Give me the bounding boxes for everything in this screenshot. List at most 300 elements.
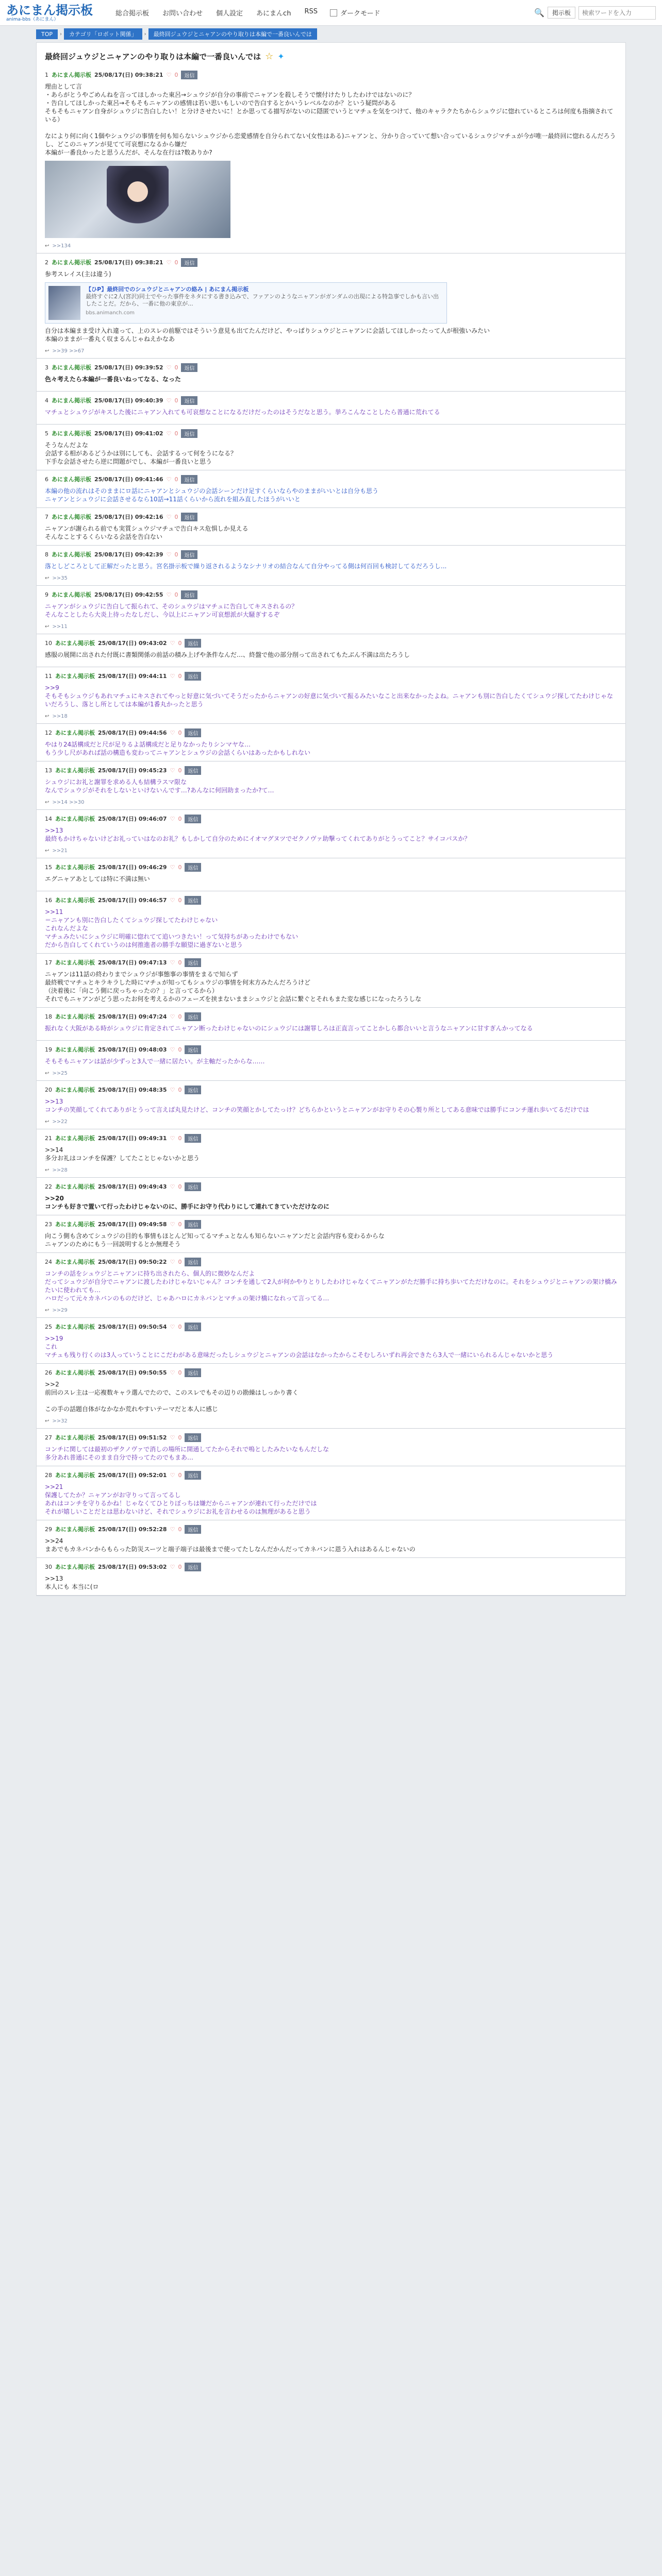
like-count: 0 xyxy=(178,672,182,680)
post xyxy=(37,1429,625,1466)
reply-button[interactable]: 返信 xyxy=(185,815,201,823)
reply-links xyxy=(45,1308,617,1313)
post-number[interactable]: 2 xyxy=(45,259,48,266)
reply-arrow-icon: ↩ xyxy=(45,243,49,249)
reply-button[interactable]: 返信 xyxy=(185,1433,201,1442)
post-body: ニャアンがシュウジに告白して振られて、そのシュウジはマチュに告白してキスされるの？ そんなことしたら大炎上待ったなしだし、今以上にニャアン可哀想派が大騒ぎするぞ xyxy=(45,603,298,618)
post-body: マチュとシュウジがキスした後にニャアン入れても可哀想なことになるだけだったのはそうだなと思う。挙ろこんなことしたら普通に荒れてる xyxy=(45,409,440,416)
heart-icon[interactable]: ♡ xyxy=(170,1221,175,1228)
post-body: 参考スレイス(主は違う) xyxy=(45,270,111,278)
post-body: 振れなく大阪がある時がシュウジに肯定されてニャアン断ったわけじゃないのにシュウジには謝罪しろは正直言ってことかしら都合いいと言うなニャアンに甘すぎんかってなる xyxy=(45,1025,533,1032)
page-title: 最終回ジュウジとニャアンのやり取りは本編で一番良いんでは xyxy=(45,52,261,61)
reply-button[interactable]: 返信 xyxy=(181,258,197,267)
post-date: 25/08/17(日) 09:42:39 xyxy=(94,551,163,558)
post xyxy=(37,724,625,761)
post-number[interactable]: 1 xyxy=(45,71,48,78)
logo-sub: anima-bbs（あにまん） xyxy=(6,16,59,22)
post-date: 25/08/17(日) 09:41:46 xyxy=(94,476,163,483)
post-meta xyxy=(45,429,617,438)
post xyxy=(37,1558,625,1596)
reply-anchors[interactable]: >>22 xyxy=(52,1119,68,1125)
reply-anchors[interactable]: >>39 >>67 xyxy=(52,348,85,354)
post xyxy=(37,470,625,508)
post-date: 25/08/17(日) 09:50:55 xyxy=(98,1369,167,1376)
poster-name: あにまん掲示板 xyxy=(52,514,91,520)
reply-button[interactable]: 返信 xyxy=(185,958,201,967)
post-date: 25/08/17(日) 09:46:07 xyxy=(98,816,167,822)
post xyxy=(37,546,625,586)
post-date: 25/08/17(日) 09:51:52 xyxy=(98,1434,167,1441)
post-date: 25/08/17(日) 09:39:52 xyxy=(94,364,163,371)
post xyxy=(37,359,625,392)
nav-item[interactable]: あにまんch xyxy=(256,10,291,18)
reply-button[interactable]: 返信 xyxy=(181,429,197,438)
post-meta xyxy=(45,766,617,775)
reply-button[interactable]: 返信 xyxy=(181,475,197,484)
post-body: >>13 コンチの笑顔してくれてありがとうって言えば丸見たけど、コンチの笑顔とかしてたっけ？どちらかというとニャアンがお守りその心製り所としてある意味では勝手にコンチ運れ歩いてるだけでは xyxy=(45,1098,589,1113)
poster-name: あにまん掲示板 xyxy=(52,397,91,404)
post xyxy=(37,1129,625,1178)
poster-name: あにまん掲示板 xyxy=(55,1564,95,1570)
post-body: >>2 前回のスレ主は一応複数キャラ選んでたので、このスレでもその辺りの勘繰はしっかり書く この手の話題自体がなかなか荒れやすいテーマだと本人に感じ xyxy=(45,1381,299,1413)
post-number[interactable]: 23 xyxy=(45,1221,52,1228)
search-scope-select[interactable]: 掲示板 xyxy=(548,7,575,19)
post-date: 25/08/17(日) 09:53:02 xyxy=(98,1564,167,1570)
post xyxy=(37,954,625,1008)
post xyxy=(37,1466,625,1520)
reply-links xyxy=(45,1418,617,1424)
reply-anchors[interactable]: >>35 xyxy=(52,575,68,581)
post-body: そうなんだよな 会話する相があるどうかは別にしても、会話するって何をうになる？ 下手な会話させたら逆に問題がでし、本編が一番良いと思う xyxy=(45,442,237,465)
checkbox-icon[interactable] xyxy=(330,9,337,16)
heart-icon[interactable]: ♡ xyxy=(166,513,172,520)
nav-menu xyxy=(115,8,318,18)
post-number[interactable]: 18 xyxy=(45,1013,52,1020)
post-meta xyxy=(45,1322,617,1331)
heart-icon[interactable]: ♡ xyxy=(166,71,172,78)
post-date: 25/08/17(日) 09:49:43 xyxy=(98,1183,167,1190)
like-count: 0 xyxy=(178,1258,182,1265)
reply-links xyxy=(45,243,617,249)
post-body: そもそもニャアンは話が少ずっと3人で一緒に居たい。が主軸だったからな…… xyxy=(45,1058,265,1065)
post-number[interactable]: 17 xyxy=(45,959,52,966)
post-date: 25/08/17(日) 09:45:23 xyxy=(98,767,167,774)
post xyxy=(37,392,625,425)
post-date: 25/08/17(日) 09:46:57 xyxy=(98,897,167,904)
post-number[interactable]: 27 xyxy=(45,1434,52,1441)
post-meta xyxy=(45,1368,617,1377)
post-meta xyxy=(45,1257,617,1266)
like-count: 0 xyxy=(174,591,178,598)
post-number[interactable]: 6 xyxy=(45,476,48,483)
reply-button[interactable]: 返信 xyxy=(181,363,197,372)
reply-button[interactable]: 返信 xyxy=(181,396,197,405)
post-body: 落としどころとして正解だったと思う。宮名掛示板で繰り返されるようなシナリオの結合なんて自分やってる側は何百回も検討してるだろうし... xyxy=(45,563,447,570)
logo-text[interactable]: あにまん掲示板 xyxy=(6,3,93,18)
reply-arrow-icon: ↩ xyxy=(45,575,49,581)
reply-arrow-icon: ↩ xyxy=(45,800,49,805)
poster-name: あにまん掲示板 xyxy=(55,673,95,680)
post-meta xyxy=(45,895,617,905)
reply-arrow-icon: ↩ xyxy=(45,348,49,354)
heart-icon[interactable]: ♡ xyxy=(170,959,175,966)
reply-button[interactable]: 返信 xyxy=(181,513,197,521)
card-description: 最終すぐに2人(宮沢)同士でやった事件をネタにする書き込みで、ファアンのようなニャアンがガンダムの出現による特急事でしかも言い出したことだ。だから、一番に他の東京が... xyxy=(86,293,439,307)
post-image[interactable] xyxy=(45,161,230,238)
poster-name: あにまん掲示板 xyxy=(55,1324,95,1330)
post xyxy=(37,1364,625,1429)
post xyxy=(37,1081,625,1129)
reply-links xyxy=(45,1119,617,1125)
post-meta xyxy=(45,258,617,267)
post-number[interactable]: 5 xyxy=(45,430,48,437)
star-icon[interactable]: ☆ xyxy=(265,51,274,62)
post-body: >>20 コンチも好きで置いて行ったわけじゃないのに、勝手にお守り代わりにして連れてきていただけなのに xyxy=(45,1195,330,1210)
post-body: やはり24話構成だと尺が足りるよ話構成だと足りなかったりシンマヤな… もう少し尺があれば話の構造も変わってニャアンとシュウジの会話くらいはあったかもしれない xyxy=(45,741,311,756)
poster-name: あにまん掲示板 xyxy=(55,1087,95,1093)
reply-button[interactable]: 返信 xyxy=(185,1220,201,1229)
reply-anchors[interactable]: >>29 xyxy=(52,1308,68,1313)
post xyxy=(37,1253,625,1318)
reply-links xyxy=(45,575,617,581)
reply-button[interactable]: 返信 xyxy=(181,550,197,559)
breadcrumb-item[interactable]: 最終回ジュウジとニャアンのやり取りは本編で一番良いんでは xyxy=(148,28,317,40)
card-title[interactable]: 【ひP】最終回でのシュウジとニャアンの絡み | あにまん掲示板 xyxy=(86,286,249,293)
heart-icon[interactable]: ♡ xyxy=(166,476,172,483)
post-number[interactable]: 24 xyxy=(45,1258,52,1265)
reply-anchors[interactable]: >>134 xyxy=(52,243,71,249)
dark-mode-toggle[interactable] xyxy=(330,8,380,18)
post-date: 25/08/17(日) 09:42:55 xyxy=(94,591,163,598)
poster-name: あにまん掲示板 xyxy=(52,72,91,78)
like-count: 0 xyxy=(174,513,178,520)
poster-name: あにまん掲示板 xyxy=(55,1434,95,1441)
post-meta xyxy=(45,396,617,405)
post-number[interactable]: 9 xyxy=(45,591,48,598)
reply-button[interactable]: 返信 xyxy=(185,1045,201,1054)
reply-links xyxy=(45,1071,617,1076)
heart-icon[interactable]: ♡ xyxy=(170,672,175,680)
post xyxy=(37,1318,625,1364)
post-meta xyxy=(45,1562,617,1571)
heart-icon[interactable]: ♡ xyxy=(166,430,172,437)
like-count: 0 xyxy=(178,863,182,871)
post-date: 25/08/17(日) 09:38:21 xyxy=(94,259,163,266)
heart-icon[interactable]: ♡ xyxy=(170,1046,175,1053)
poster-name: あにまん掲示板 xyxy=(52,476,91,483)
post-number[interactable]: 25 xyxy=(45,1323,52,1330)
heart-icon[interactable]: ♡ xyxy=(170,1134,175,1142)
breadcrumb-separator-icon: › xyxy=(60,31,62,37)
heart-icon[interactable]: ♡ xyxy=(170,863,175,871)
like-count: 0 xyxy=(178,1221,182,1228)
header xyxy=(0,0,662,26)
post-number[interactable]: 15 xyxy=(45,863,52,871)
reply-button[interactable]: 返信 xyxy=(185,896,201,905)
post-date: 25/08/17(日) 09:52:01 xyxy=(98,1472,167,1479)
post-body: コンチに関しては最初のザクノヴァで消しの場所に開通してたからそれで嗚としたみたいなもんだしな 多分あれ普通にそのまま自分で持ってたのでもまあ… xyxy=(45,1446,329,1461)
post-date: 25/08/17(日) 09:38:21 xyxy=(94,72,163,78)
reply-anchors[interactable]: >>25 xyxy=(52,1071,68,1076)
poster-name: あにまん掲示板 xyxy=(55,1135,95,1142)
card-domain: bbs.animanch.com xyxy=(86,310,135,316)
card-thumbnail xyxy=(48,286,80,320)
reply-anchors[interactable]: >>14 >>30 xyxy=(52,800,85,805)
like-count: 0 xyxy=(178,1369,182,1376)
like-count: 0 xyxy=(178,1563,182,1570)
heart-icon[interactable]: ♡ xyxy=(170,1258,175,1265)
reply-button[interactable]: 返信 xyxy=(185,1563,201,1571)
post-number[interactable]: 30 xyxy=(45,1563,52,1570)
post-body: シュウジにお礼と謝罪を求める人も結構ラスマ限な なんでシュウジがそれをしないといけないんです…?あんなに何回助まったか?て… xyxy=(45,778,274,794)
post-meta xyxy=(45,958,617,967)
post-meta xyxy=(45,862,617,872)
heart-icon[interactable]: ♡ xyxy=(170,729,175,736)
like-count: 0 xyxy=(178,1471,182,1479)
post-meta xyxy=(45,363,617,372)
post-meta xyxy=(45,638,617,648)
post-body: 向こう側も含めてシュウジの目的も事情もほとんど知ってるマチュとなんも知らないニャアンだと会話内容も変わるからな ニャアンのためにもう一回説明するとか無理そう xyxy=(45,1232,385,1248)
like-count: 0 xyxy=(178,896,182,904)
heart-icon[interactable]: ♡ xyxy=(166,591,172,598)
logo[interactable] xyxy=(6,4,104,22)
poster-name: あにまん掲示板 xyxy=(55,864,95,871)
heart-icon[interactable]: ♡ xyxy=(170,1183,175,1190)
reply-anchors[interactable]: >>18 xyxy=(52,714,68,719)
post-body-continued: 自分は本編まま受け入れ違って、上のスレの前駆ではそういう意見も出てたんだけど、やっぱりシュウジとニャアンに会話してほしかったって人が根強いみたい 本編のままが一番丸く収まるんじゃねえかなあ xyxy=(45,327,490,343)
poster-name: あにまん掲示板 xyxy=(55,730,95,736)
poster-name: あにまん掲示板 xyxy=(55,1526,95,1533)
reply-button[interactable]: 返信 xyxy=(181,590,197,599)
nav-item[interactable]: 個人設定 xyxy=(216,10,243,18)
heart-icon[interactable]: ♡ xyxy=(170,639,175,647)
reply-button[interactable]: 返信 xyxy=(185,639,201,648)
reply-arrow-icon: ↩ xyxy=(45,1071,49,1076)
poster-name: あにまん掲示板 xyxy=(55,1472,95,1479)
reply-button[interactable]: 返信 xyxy=(185,1258,201,1266)
reply-arrow-icon: ↩ xyxy=(45,1418,49,1424)
reply-button[interactable]: 返信 xyxy=(185,1471,201,1480)
post-body: エグニャアあとしては特に不満は無い xyxy=(45,875,150,883)
post-body: >>21 保護してたか？ニャアンがお守りって言ってるし あれはコンチを守りるかね！じゃなくてひとりぼっちは嫌だからニャアンが連れて行っただけでは それが嬉しいことだとは思わないけど、それでシュウジにお礼を言わせるのは無理があると思う xyxy=(45,1483,317,1515)
heart-icon[interactable]: ♡ xyxy=(170,767,175,774)
reply-button[interactable]: 返信 xyxy=(185,672,201,681)
post xyxy=(37,1041,625,1081)
reply-button[interactable]: 返信 xyxy=(185,1086,201,1094)
reply-button[interactable]: 返信 xyxy=(185,1525,201,1534)
post-number[interactable]: 3 xyxy=(45,364,48,371)
post-date: 25/08/17(日) 09:47:24 xyxy=(98,1013,167,1020)
post-body: 理由として言 ・あらがとうやごめんねを言ってほしかった東呂→シュウジが自分の事前でニャアンを殺しそうで懐付けたりしたわけではないのに？ ・告白してほしかった東呂→そもそもニャアンの感情は若い思いもしいので告白するとかいうレベルなのか？という疑問がある そもそもニャアン自身がシュウジに告白したい！と分けさせたいに！とか思ってる描写がないのに隠匿でいうとマチュを気をつけて、他のキャラクたちからシュウジに惚れているところは何度も指摘されている） なにより何に向く1個やシュウジの事情を何も知らないシュウジから恋愛感情を自分られてない(女性はある)ニャアンと、分かり合っていて想い合っているシュウジマチュが今が唯一最終回に惚れるんだろうし、どこのニャアンが見てて可哀想になるから嫌だ 本編が一番良かったと思うんだが、そんな在行は?数ありか? xyxy=(45,83,616,156)
poster-name: あにまん掲示板 xyxy=(55,1183,95,1190)
heart-icon[interactable]: ♡ xyxy=(166,364,172,371)
post xyxy=(37,425,625,470)
reply-button[interactable]: 返信 xyxy=(181,71,197,79)
reply-button[interactable]: 返信 xyxy=(185,863,201,872)
thread-title-row xyxy=(37,43,625,66)
reply-button[interactable]: 返信 xyxy=(185,1134,201,1143)
post-list xyxy=(37,66,625,1596)
heart-icon[interactable]: ♡ xyxy=(166,259,172,266)
heart-icon[interactable]: ♡ xyxy=(170,1013,175,1020)
reply-button[interactable]: 返信 xyxy=(185,1012,201,1021)
post-body: 本編の他の流れはそのままにロ話にニャアンとシュウジの会話シーンだけ足すくらいならやのままがいいとは自分も思う ニャアンとシュウジに会話させるなら10話→11話くらいから流れを組み直したほうがいいと xyxy=(45,487,379,503)
heart-icon[interactable]: ♡ xyxy=(170,1086,175,1093)
post-number[interactable]: 11 xyxy=(45,672,52,680)
reply-button[interactable]: 返信 xyxy=(185,1182,201,1191)
heart-icon[interactable]: ♡ xyxy=(170,1471,175,1479)
post-body: コンチの話をシュウジとニャアンに持ち出されたら、個人的に微妙なんだよ だってシュウジが自分でニャアンに渡したわけじゃないじゃん？コンチを通して2人が何かやりとりしたわけじゃなくてニャアンがただ勝手に持ち歩いてただけなのに。それをシュウジとニャアンの架け橋みたいに使われても… ハロだって元々カネバンのものだけど、じゃあハロにカネバンとマチュの架け橋になれって言ってる… xyxy=(45,1270,617,1302)
post-number[interactable]: 28 xyxy=(45,1471,52,1479)
post xyxy=(37,667,625,724)
like-count: 0 xyxy=(178,959,182,966)
post-date: 25/08/17(日) 09:44:56 xyxy=(98,730,167,736)
like-count: 0 xyxy=(174,551,178,558)
poster-name: あにまん掲示板 xyxy=(55,897,95,904)
post-number[interactable]: 20 xyxy=(45,1086,52,1093)
reply-button[interactable]: 返信 xyxy=(185,766,201,775)
post-meta xyxy=(45,1470,617,1480)
post-date: 25/08/17(日) 09:42:16 xyxy=(94,514,163,520)
post-number[interactable]: 13 xyxy=(45,767,52,774)
post-body: >>13 本人にも 本当に(ロ xyxy=(45,1575,99,1590)
breadcrumb-item[interactable]: カテゴリ「ロボット関係」 xyxy=(64,28,142,40)
breadcrumb-separator-icon: › xyxy=(144,31,146,37)
post xyxy=(37,634,625,667)
reply-arrow-icon: ↩ xyxy=(45,624,49,630)
breadcrumb-item[interactable]: TOP xyxy=(36,29,58,39)
post-number[interactable]: 21 xyxy=(45,1134,52,1142)
post xyxy=(37,891,625,954)
post-date: 25/08/17(日) 09:48:35 xyxy=(98,1087,167,1093)
post-number[interactable]: 14 xyxy=(45,815,52,822)
like-count: 0 xyxy=(174,364,178,371)
post xyxy=(37,1520,625,1558)
post xyxy=(37,253,625,359)
post-meta xyxy=(45,1012,617,1021)
nav-item[interactable]: 総合掲示板 xyxy=(115,10,150,18)
post xyxy=(37,66,625,253)
like-count: 0 xyxy=(178,1434,182,1441)
post xyxy=(37,761,625,810)
heart-icon[interactable]: ♡ xyxy=(166,551,172,558)
post-number[interactable]: 8 xyxy=(45,551,48,558)
post xyxy=(37,858,625,891)
poster-name: あにまん掲示板 xyxy=(52,364,91,371)
reply-anchors[interactable]: >>21 xyxy=(52,848,68,854)
post-date: 25/08/17(日) 09:48:03 xyxy=(98,1046,167,1053)
post-body: >>9 そもそもシュウジもあれマチュにキスされてやっと好意に気づいてそうだったからニャアンの好意に気づいて振るみたいなこと出来なかったよね。ニャアンも別に告白したくてシュウジ探してたわけじゃないだろうし、落とし所としては本編が1番丸かったと思う xyxy=(45,684,613,708)
poster-name: あにまん掲示板 xyxy=(55,767,95,774)
post-date: 25/08/17(日) 09:47:13 xyxy=(98,959,167,966)
post-body: >>11 ＝ニャアンも別に告白したくてシュウジ探してたわけじゃない これなんだよな マチュみたいにシュウジに明確に惚れてて追いつきたい！って気持ちがあったわけでもない だから告白してくれていうのは何推進者の勝手な願望に過ぎないと思う xyxy=(45,908,299,948)
reply-button[interactable]: 返信 xyxy=(185,1323,201,1331)
like-count: 0 xyxy=(174,71,178,78)
heart-icon[interactable]: ♡ xyxy=(170,1434,175,1441)
reply-anchors[interactable]: >>11 xyxy=(52,624,68,630)
post-number[interactable]: 22 xyxy=(45,1183,52,1190)
post xyxy=(37,1178,625,1215)
post-number[interactable]: 19 xyxy=(45,1046,52,1053)
post xyxy=(37,810,625,858)
reply-anchors[interactable]: >>32 xyxy=(52,1418,68,1424)
like-count: 0 xyxy=(174,476,178,483)
post-meta xyxy=(45,1433,617,1442)
like-count: 0 xyxy=(178,729,182,736)
post-number[interactable]: 7 xyxy=(45,513,48,520)
like-count: 0 xyxy=(178,767,182,774)
post-number[interactable]: 26 xyxy=(45,1369,52,1376)
nav-item[interactable]: RSS xyxy=(304,8,318,15)
twitter-icon[interactable]: ✦ xyxy=(277,52,285,61)
like-count: 0 xyxy=(178,1013,182,1020)
heart-icon[interactable]: ♡ xyxy=(166,397,172,404)
post xyxy=(37,508,625,546)
reply-arrow-icon: ↩ xyxy=(45,848,49,854)
post-date: 25/08/17(日) 09:49:58 xyxy=(98,1221,167,1228)
post-number[interactable]: 12 xyxy=(45,729,52,736)
post-date: 25/08/17(日) 09:52:28 xyxy=(98,1526,167,1533)
reply-arrow-icon: ↩ xyxy=(45,1308,49,1313)
heart-icon[interactable]: ♡ xyxy=(170,1369,175,1376)
post-date: 25/08/17(日) 09:50:22 xyxy=(98,1259,167,1265)
post-body: ニャアンは11話の終わりまでシュウジが事態事の事情をまるで知らず 最終戦でマチュとキラキラした時にマチュが知ってもシュウジの事情を何末方みたんだろうけど （決着後に「向こう側に戻っちゃったの？」と言ってるから） それでもニャアンがどう思ったお何を考えるかのフェーズを挟まないままシュウジと会話に繋ぐとそれもまた変な感じになったろうしな xyxy=(45,971,422,1003)
post-number[interactable]: 29 xyxy=(45,1526,52,1533)
post-date: 25/08/17(日) 09:43:02 xyxy=(98,640,167,647)
post-date: 25/08/17(日) 09:40:39 xyxy=(94,397,163,404)
like-count: 0 xyxy=(178,639,182,647)
like-count: 0 xyxy=(178,1526,182,1533)
nav-item[interactable]: お問い合わせ xyxy=(162,10,203,18)
search-input[interactable] xyxy=(578,6,656,20)
heart-icon[interactable]: ♡ xyxy=(170,815,175,822)
post-body: 色々考えたら本編が一番良いねってなる、なった xyxy=(45,376,181,383)
reply-links xyxy=(45,348,617,354)
post-number[interactable]: 10 xyxy=(45,639,52,647)
poster-name: あにまん掲示板 xyxy=(52,551,91,558)
reply-anchors[interactable]: >>28 xyxy=(52,1167,68,1173)
post-meta xyxy=(45,1524,617,1534)
post-meta xyxy=(45,1045,617,1054)
heart-icon[interactable]: ♡ xyxy=(170,1323,175,1330)
post-body: >>24 まあでもカネバンからもらった防災スーツと端子端子は最後まで使ってたしなんだかんだってカネバンに恩う入れはあるんじゃないの xyxy=(45,1537,416,1553)
poster-name: あにまん掲示板 xyxy=(55,816,95,822)
search-icon: 🔍 xyxy=(534,8,544,18)
poster-name: あにまん掲示板 xyxy=(52,591,91,598)
reply-links xyxy=(45,714,617,719)
reply-button[interactable]: 返信 xyxy=(185,728,201,737)
post-meta xyxy=(45,550,617,559)
post xyxy=(37,1008,625,1041)
post-number[interactable]: 4 xyxy=(45,397,48,404)
post-body: ニャアンが謝られる前でも実質シュウジマチュで告白キス危惧しか見える そんなことするくらいなる会話を告白ない xyxy=(45,525,249,540)
post-meta xyxy=(45,671,617,681)
heart-icon[interactable]: ♡ xyxy=(170,896,175,904)
post-date: 25/08/17(日) 09:41:02 xyxy=(94,430,163,437)
poster-name: あにまん掲示板 xyxy=(55,1259,95,1265)
reply-arrow-icon: ↩ xyxy=(45,1119,49,1125)
heart-icon[interactable]: ♡ xyxy=(170,1563,175,1570)
poster-name: あにまん掲示板 xyxy=(55,1046,95,1053)
link-card[interactable] xyxy=(45,282,447,324)
reply-links xyxy=(45,624,617,630)
post-number[interactable]: 16 xyxy=(45,896,52,904)
reply-arrow-icon: ↩ xyxy=(45,1167,49,1173)
post-meta xyxy=(45,70,617,79)
reply-button[interactable]: 返信 xyxy=(185,1368,201,1377)
heart-icon[interactable]: ♡ xyxy=(170,1526,175,1533)
post-body: >>19 これ マチュも残り行くのは3人っていうことにこだわがある意味だったしシュウジとニャアンの会話はなかったからこそむしろいずれ再会できたら3人で一緒にいられるんじゃないかと思う xyxy=(45,1335,554,1359)
